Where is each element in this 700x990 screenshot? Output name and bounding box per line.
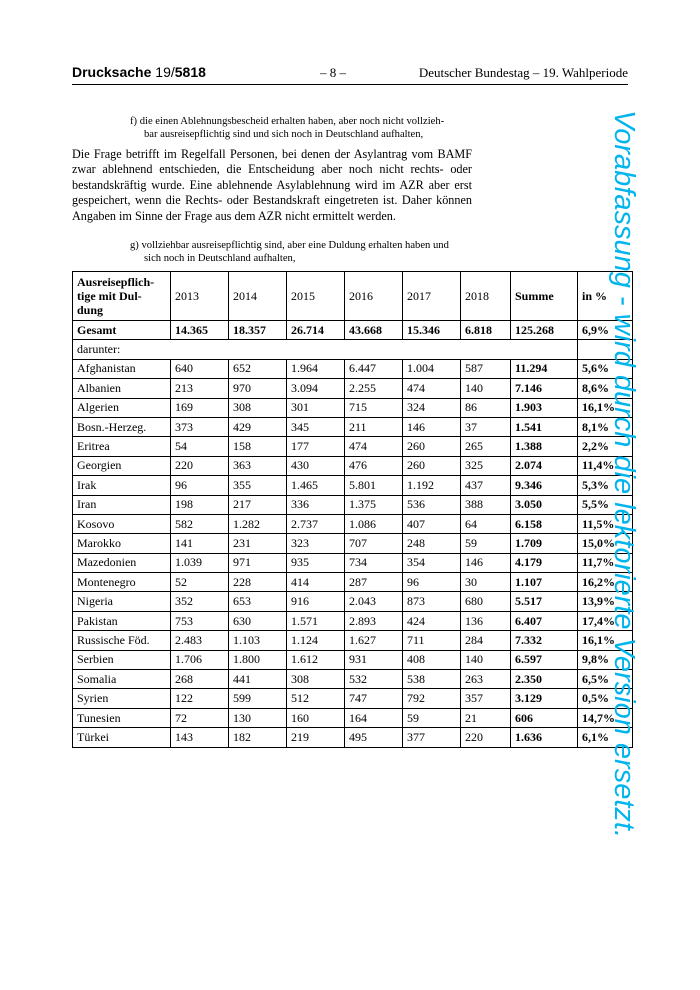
value-cell: 345 [287, 417, 345, 436]
value-cell: 96 [171, 476, 229, 495]
value-cell: 355 [229, 476, 287, 495]
sum-cell: 1.388 [511, 437, 578, 456]
value-cell: 220 [461, 728, 511, 747]
value-cell: 582 [171, 514, 229, 533]
table-row [73, 495, 633, 514]
total-cell: 26.714 [287, 321, 345, 340]
value-cell: 130 [229, 708, 287, 727]
value-cell: 72 [171, 708, 229, 727]
country-cell: Albanien [73, 379, 171, 398]
value-cell: 680 [461, 592, 511, 611]
answer-paragraph: Die Frage betrifft im Regelfall Personen, bei denen der Asylantrag vom BAMF zwar ablehnend entschieden, die Entscheidung aber noch nicht rechts- oder bestandskräftig wurde. Eine ablehnende Asylablehnung wird im AZR aber erst gespeichert, wenn die Rechts- oder Bestandskraft eingetreten ist. Daher können Angaben im Sinne der Frage aus dem AZR nicht ermittelt werden. [72, 147, 472, 223]
value-cell: 474 [345, 437, 403, 456]
header-title-line: Ausreisepflich- [77, 275, 155, 289]
sum-cell: 5.517 [511, 592, 578, 611]
table-row [73, 417, 633, 436]
subheader-cell: darunter: [73, 340, 578, 359]
value-cell: 707 [345, 534, 403, 553]
table-row [73, 456, 633, 475]
value-cell: 652 [229, 359, 287, 378]
doc-number: 5818 [174, 64, 206, 80]
table-row [73, 514, 633, 533]
country-cell: Georgien [73, 456, 171, 475]
value-cell: 2.043 [345, 592, 403, 611]
value-cell: 753 [171, 611, 229, 630]
percent-cell: 8,1% [578, 417, 633, 436]
value-cell: 536 [403, 495, 461, 514]
doc-number-prefix: 19/ [155, 64, 175, 80]
value-cell: 141 [171, 534, 229, 553]
value-cell: 414 [287, 573, 345, 592]
percent-cell: 15,0% [578, 534, 633, 553]
value-cell: 122 [171, 689, 229, 708]
total-cell: 6,9% [578, 321, 633, 340]
value-cell: 441 [229, 670, 287, 689]
percent-cell: 5,6% [578, 359, 633, 378]
value-cell: 437 [461, 476, 511, 495]
value-cell: 747 [345, 689, 403, 708]
value-cell: 640 [171, 359, 229, 378]
value-cell: 37 [461, 417, 511, 436]
value-cell: 140 [461, 650, 511, 669]
value-cell: 538 [403, 670, 461, 689]
value-cell: 21 [461, 708, 511, 727]
value-cell: 260 [403, 437, 461, 456]
value-cell: 177 [287, 437, 345, 456]
table-row [73, 553, 633, 572]
percent-cell: 0,5% [578, 689, 633, 708]
value-cell: 213 [171, 379, 229, 398]
sum-cell: 7.332 [511, 631, 578, 650]
country-cell: Tunesien [73, 708, 171, 727]
value-cell: 408 [403, 650, 461, 669]
value-cell: 86 [461, 398, 511, 417]
table-row [73, 728, 633, 747]
value-cell: 3.094 [287, 379, 345, 398]
country-cell: Türkei [73, 728, 171, 747]
value-cell: 59 [461, 534, 511, 553]
table-row [73, 359, 633, 378]
page-number: – 8 – [320, 65, 346, 80]
value-cell: 30 [461, 573, 511, 592]
value-cell: 146 [403, 417, 461, 436]
sum-cell: 2.074 [511, 456, 578, 475]
value-cell: 1.103 [229, 631, 287, 650]
value-cell: 136 [461, 611, 511, 630]
table-row [73, 398, 633, 417]
value-cell: 2.255 [345, 379, 403, 398]
total-cell: 14.365 [171, 321, 229, 340]
header-title-cell [73, 272, 171, 321]
value-cell: 1.706 [171, 650, 229, 669]
sum-cell: 6.597 [511, 650, 578, 669]
value-cell: 653 [229, 592, 287, 611]
country-cell: Serbien [73, 650, 171, 669]
table-row [73, 670, 633, 689]
column-header: Summe [511, 272, 578, 321]
value-cell: 916 [287, 592, 345, 611]
value-cell: 354 [403, 553, 461, 572]
value-cell: 140 [461, 379, 511, 398]
total-cell: 18.357 [229, 321, 287, 340]
value-cell: 1.571 [287, 611, 345, 630]
value-cell: 59 [403, 708, 461, 727]
doc-label: Drucksache [72, 64, 152, 80]
value-cell: 1.964 [287, 359, 345, 378]
value-cell: 301 [287, 398, 345, 417]
value-cell: 308 [287, 670, 345, 689]
value-cell: 1.465 [287, 476, 345, 495]
value-cell: 630 [229, 611, 287, 630]
value-cell: 143 [171, 728, 229, 747]
country-cell: Algerien [73, 398, 171, 417]
watermark-stamp: Vorabfassung - wird durch die lektorierte Version ersetzt. [608, 110, 640, 839]
country-cell: Marokko [73, 534, 171, 553]
value-cell: 182 [229, 728, 287, 747]
value-cell: 323 [287, 534, 345, 553]
table-row [73, 592, 633, 611]
country-cell: Afghanistan [73, 359, 171, 378]
percent-cell: 11,4% [578, 456, 633, 475]
question-g-line2: sich noch in Deutschland aufhalten, [144, 253, 296, 264]
value-cell: 971 [229, 553, 287, 572]
sum-cell: 6.158 [511, 514, 578, 533]
value-cell: 284 [461, 631, 511, 650]
percent-cell: 2,2% [578, 437, 633, 456]
value-cell: 430 [287, 456, 345, 475]
question-f [130, 115, 475, 141]
publisher: Deutscher Bundestag – 19. Wahlperiode [418, 65, 628, 80]
percent-cell: 17,4% [578, 611, 633, 630]
value-cell: 54 [171, 437, 229, 456]
table-row [73, 534, 633, 553]
column-header: 2017 [403, 272, 461, 321]
value-cell: 1.039 [171, 553, 229, 572]
country-cell: Kosovo [73, 514, 171, 533]
value-cell: 1.375 [345, 495, 403, 514]
column-header: 2018 [461, 272, 511, 321]
value-cell: 248 [403, 534, 461, 553]
value-cell: 287 [345, 573, 403, 592]
value-cell: 873 [403, 592, 461, 611]
value-cell: 146 [461, 553, 511, 572]
value-cell: 324 [403, 398, 461, 417]
value-cell: 2.737 [287, 514, 345, 533]
table-total-row [73, 321, 633, 340]
value-cell: 1.086 [345, 514, 403, 533]
value-cell: 52 [171, 573, 229, 592]
header-title-line: tige mit Dul- [77, 289, 142, 303]
percent-cell: 16,2% [578, 573, 633, 592]
value-cell: 474 [403, 379, 461, 398]
percent-cell: 16,1% [578, 398, 633, 417]
percent-cell: 11,5% [578, 514, 633, 533]
value-cell: 532 [345, 670, 403, 689]
value-cell: 715 [345, 398, 403, 417]
value-cell: 1.627 [345, 631, 403, 650]
column-header: in % [578, 272, 633, 321]
table-row [73, 689, 633, 708]
total-label: Gesamt [73, 321, 171, 340]
value-cell: 1.192 [403, 476, 461, 495]
column-header: 2014 [229, 272, 287, 321]
value-cell: 476 [345, 456, 403, 475]
country-cell: Irak [73, 476, 171, 495]
table-row [73, 708, 633, 727]
total-cell: 125.268 [511, 321, 578, 340]
value-cell: 2.483 [171, 631, 229, 650]
percent-cell: 16,1% [578, 631, 633, 650]
column-header: 2016 [345, 272, 403, 321]
value-cell: 228 [229, 573, 287, 592]
value-cell: 217 [229, 495, 287, 514]
value-cell: 308 [229, 398, 287, 417]
percent-cell: 5,5% [578, 495, 633, 514]
value-cell: 158 [229, 437, 287, 456]
table-header-row [73, 272, 633, 321]
value-cell: 1.124 [287, 631, 345, 650]
percent-cell: 6,1% [578, 728, 633, 747]
value-cell: 160 [287, 708, 345, 727]
sum-cell: 1.903 [511, 398, 578, 417]
value-cell: 220 [171, 456, 229, 475]
value-cell: 231 [229, 534, 287, 553]
value-cell: 429 [229, 417, 287, 436]
percent-cell: 5,3% [578, 476, 633, 495]
question-g [130, 239, 475, 265]
table-row [73, 650, 633, 669]
country-cell: Pakistan [73, 611, 171, 630]
table-row [73, 631, 633, 650]
percent-cell: 14,7% [578, 708, 633, 727]
value-cell: 260 [403, 456, 461, 475]
sum-cell: 606 [511, 708, 578, 727]
value-cell: 734 [345, 553, 403, 572]
value-cell: 263 [461, 670, 511, 689]
percent-cell: 6,5% [578, 670, 633, 689]
question-f-line1: f) die einen Ablehnungsbescheid erhalten haben, aber noch nicht vollzieh- [130, 116, 445, 127]
sum-cell: 3.129 [511, 689, 578, 708]
value-cell: 373 [171, 417, 229, 436]
table-row [73, 573, 633, 592]
value-cell: 599 [229, 689, 287, 708]
total-cell: 15.346 [403, 321, 461, 340]
country-cell: Iran [73, 495, 171, 514]
sum-cell: 9.346 [511, 476, 578, 495]
value-cell: 935 [287, 553, 345, 572]
value-cell: 325 [461, 456, 511, 475]
value-cell: 219 [287, 728, 345, 747]
question-g-line1: g) vollziehbar ausreisepflichtig sind, aber eine Duldung erhalten haben und [130, 240, 449, 251]
table-row [73, 476, 633, 495]
country-cell: Eritrea [73, 437, 171, 456]
country-cell: Syrien [73, 689, 171, 708]
document-id [72, 64, 206, 80]
country-cell: Nigeria [73, 592, 171, 611]
duldung-table [72, 271, 633, 748]
page-header [72, 64, 628, 85]
sum-cell: 6.407 [511, 611, 578, 630]
percent-cell: 11,7% [578, 553, 633, 572]
table-subheader-row [73, 340, 633, 359]
question-f-line2: bar ausreisepflichtig sind und sich noch in Deutschland aufhalten, [144, 129, 424, 140]
value-cell: 96 [403, 573, 461, 592]
country-cell: Montenegro [73, 573, 171, 592]
value-cell: 495 [345, 728, 403, 747]
value-cell: 164 [345, 708, 403, 727]
header-title-line: dung [77, 303, 104, 317]
value-cell: 512 [287, 689, 345, 708]
value-cell: 931 [345, 650, 403, 669]
value-cell: 211 [345, 417, 403, 436]
value-cell: 64 [461, 514, 511, 533]
value-cell: 363 [229, 456, 287, 475]
value-cell: 265 [461, 437, 511, 456]
column-header: 2015 [287, 272, 345, 321]
value-cell: 587 [461, 359, 511, 378]
percent-cell: 9,8% [578, 650, 633, 669]
percent-cell: 8,6% [578, 379, 633, 398]
country-cell: Russische Föd. [73, 631, 171, 650]
sum-cell: 4.179 [511, 553, 578, 572]
value-cell: 357 [461, 689, 511, 708]
value-cell: 424 [403, 611, 461, 630]
sum-cell: 1.541 [511, 417, 578, 436]
value-cell: 268 [171, 670, 229, 689]
sum-cell: 7.146 [511, 379, 578, 398]
country-cell: Mazedonien [73, 553, 171, 572]
column-header: 2013 [171, 272, 229, 321]
value-cell: 169 [171, 398, 229, 417]
table-row [73, 611, 633, 630]
value-cell: 792 [403, 689, 461, 708]
value-cell: 970 [229, 379, 287, 398]
sum-cell: 2.350 [511, 670, 578, 689]
country-cell: Bosn.-Herzeg. [73, 417, 171, 436]
value-cell: 5.801 [345, 476, 403, 495]
value-cell: 198 [171, 495, 229, 514]
value-cell: 336 [287, 495, 345, 514]
value-cell: 1.800 [229, 650, 287, 669]
value-cell: 1.004 [403, 359, 461, 378]
sum-cell: 1.709 [511, 534, 578, 553]
value-cell: 1.282 [229, 514, 287, 533]
total-cell: 43.668 [345, 321, 403, 340]
sum-cell: 11.294 [511, 359, 578, 378]
value-cell: 1.612 [287, 650, 345, 669]
sum-cell: 3.050 [511, 495, 578, 514]
total-cell: 6.818 [461, 321, 511, 340]
value-cell: 377 [403, 728, 461, 747]
percent-cell: 13,9% [578, 592, 633, 611]
value-cell: 711 [403, 631, 461, 650]
country-cell: Somalia [73, 670, 171, 689]
value-cell: 2.893 [345, 611, 403, 630]
value-cell: 388 [461, 495, 511, 514]
value-cell: 407 [403, 514, 461, 533]
value-cell: 352 [171, 592, 229, 611]
table-row [73, 379, 633, 398]
sum-cell: 1.636 [511, 728, 578, 747]
value-cell: 6.447 [345, 359, 403, 378]
table-row [73, 437, 633, 456]
sum-cell: 1.107 [511, 573, 578, 592]
